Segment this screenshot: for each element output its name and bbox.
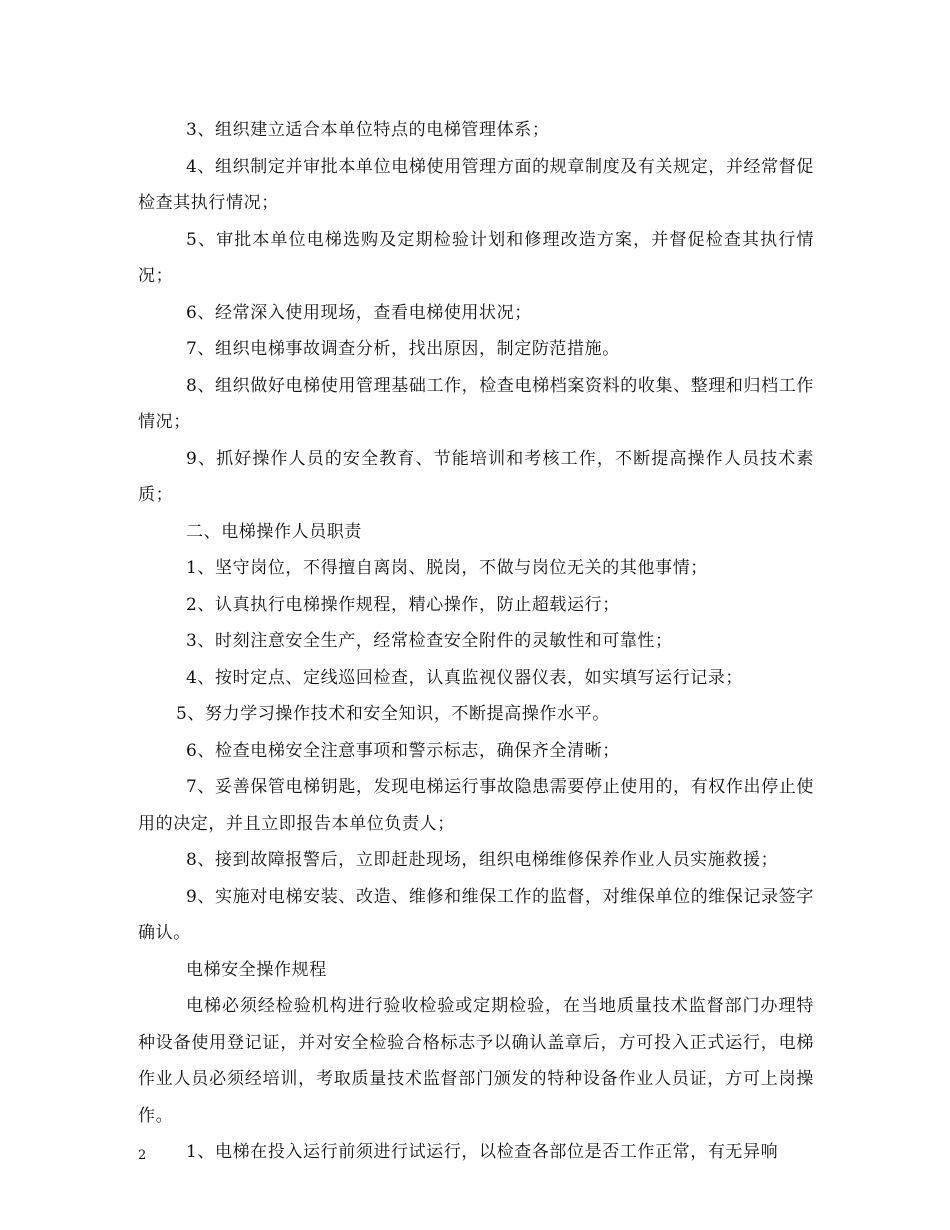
paragraph-duty-4: 4、组织制定并审批本单位电梯使用管理方面的规章制度及有关规定，并经常督促检查其执行情况；	[138, 156, 814, 213]
paragraph-operator-8: 8、接到故障报警后，立即赶赴现场，组织电梯维修保养作业人员实施救援；	[186, 850, 779, 870]
paragraph-safety-intro: 电梯必须经检验机构进行验收检验或定期检验，在当地质量技术监督部门办理特种设备使用登记证，并对安全检验合格标志予以确认盖章后，方可投入正式运行，电梯作业人员必须经培训，考取质量技术监督部门颁发的特种设备作业人员证，方可上岗操作。	[138, 996, 814, 1126]
page-number: 2	[138, 1148, 147, 1163]
paragraph-duty-5: 5、审批本单位电梯选购及定期检验计划和修理改造方案，并督促检查其执行情况；	[138, 229, 814, 286]
document-body	[138, 112, 814, 1171]
paragraph-duty-9: 9、抓好操作人员的安全教育、节能培训和考核工作，不断提高操作人员技术素质；	[138, 448, 814, 505]
paragraph-safety-rule-1: 1、电梯在投入运行前须进行试运行，以检查各部位是否工作正常，有无异响	[186, 1142, 779, 1162]
paragraph-operator-1: 1、坚守岗位，不得擅自离岗、脱岗，不做与岗位无关的其他事情；	[186, 558, 708, 578]
paragraph-operator-3: 3、时刻注意安全生产，经常检查安全附件的灵敏性和可靠性；	[186, 631, 673, 651]
paragraph-duty-6: 6、经常深入使用现场，查看电梯使用状况；	[186, 302, 532, 323]
section-heading-safety-rules: 电梯安全操作规程	[186, 959, 327, 980]
paragraph-duty-8: 8、组织做好电梯使用管理基础工作，检查电梯档案资料的收集、整理和归档工作情况；	[138, 375, 814, 432]
paragraph-operator-9: 9、实施对电梯安装、改造、维修和维保工作的监督，对维保单位的维保记录签字确认。	[138, 886, 814, 943]
paragraph-duty-7: 7、组织电梯事故调查分析，找出原因，制定防范措施。	[186, 339, 620, 359]
section-heading-operator-duties: 二、电梯操作人员职责	[186, 521, 362, 542]
paragraph-operator-7: 7、妥善保管电梯钥匙，发现电梯运行事故隐患需要停止使用的，有权作出停止使用的决定，并且立即报告本单位负责人；	[138, 777, 814, 834]
paragraph-operator-5: 5、努力学习操作技术和安全知识，不断提高操作水平。	[176, 704, 610, 724]
paragraph-operator-2: 2、认真执行电梯操作规程，精心操作，防止超载运行；	[186, 594, 620, 615]
paragraph-operator-4: 4、按时定点、定线巡回检查，认真监视仪器仪表，如实填写运行记录；	[186, 667, 744, 688]
paragraph-operator-6: 6、检查电梯安全注意事项和警示标志，确保齐全清晰；	[186, 740, 620, 761]
paragraph-duty-3: 3、组织建立适合本单位特点的电梯管理体系；	[186, 120, 550, 140]
